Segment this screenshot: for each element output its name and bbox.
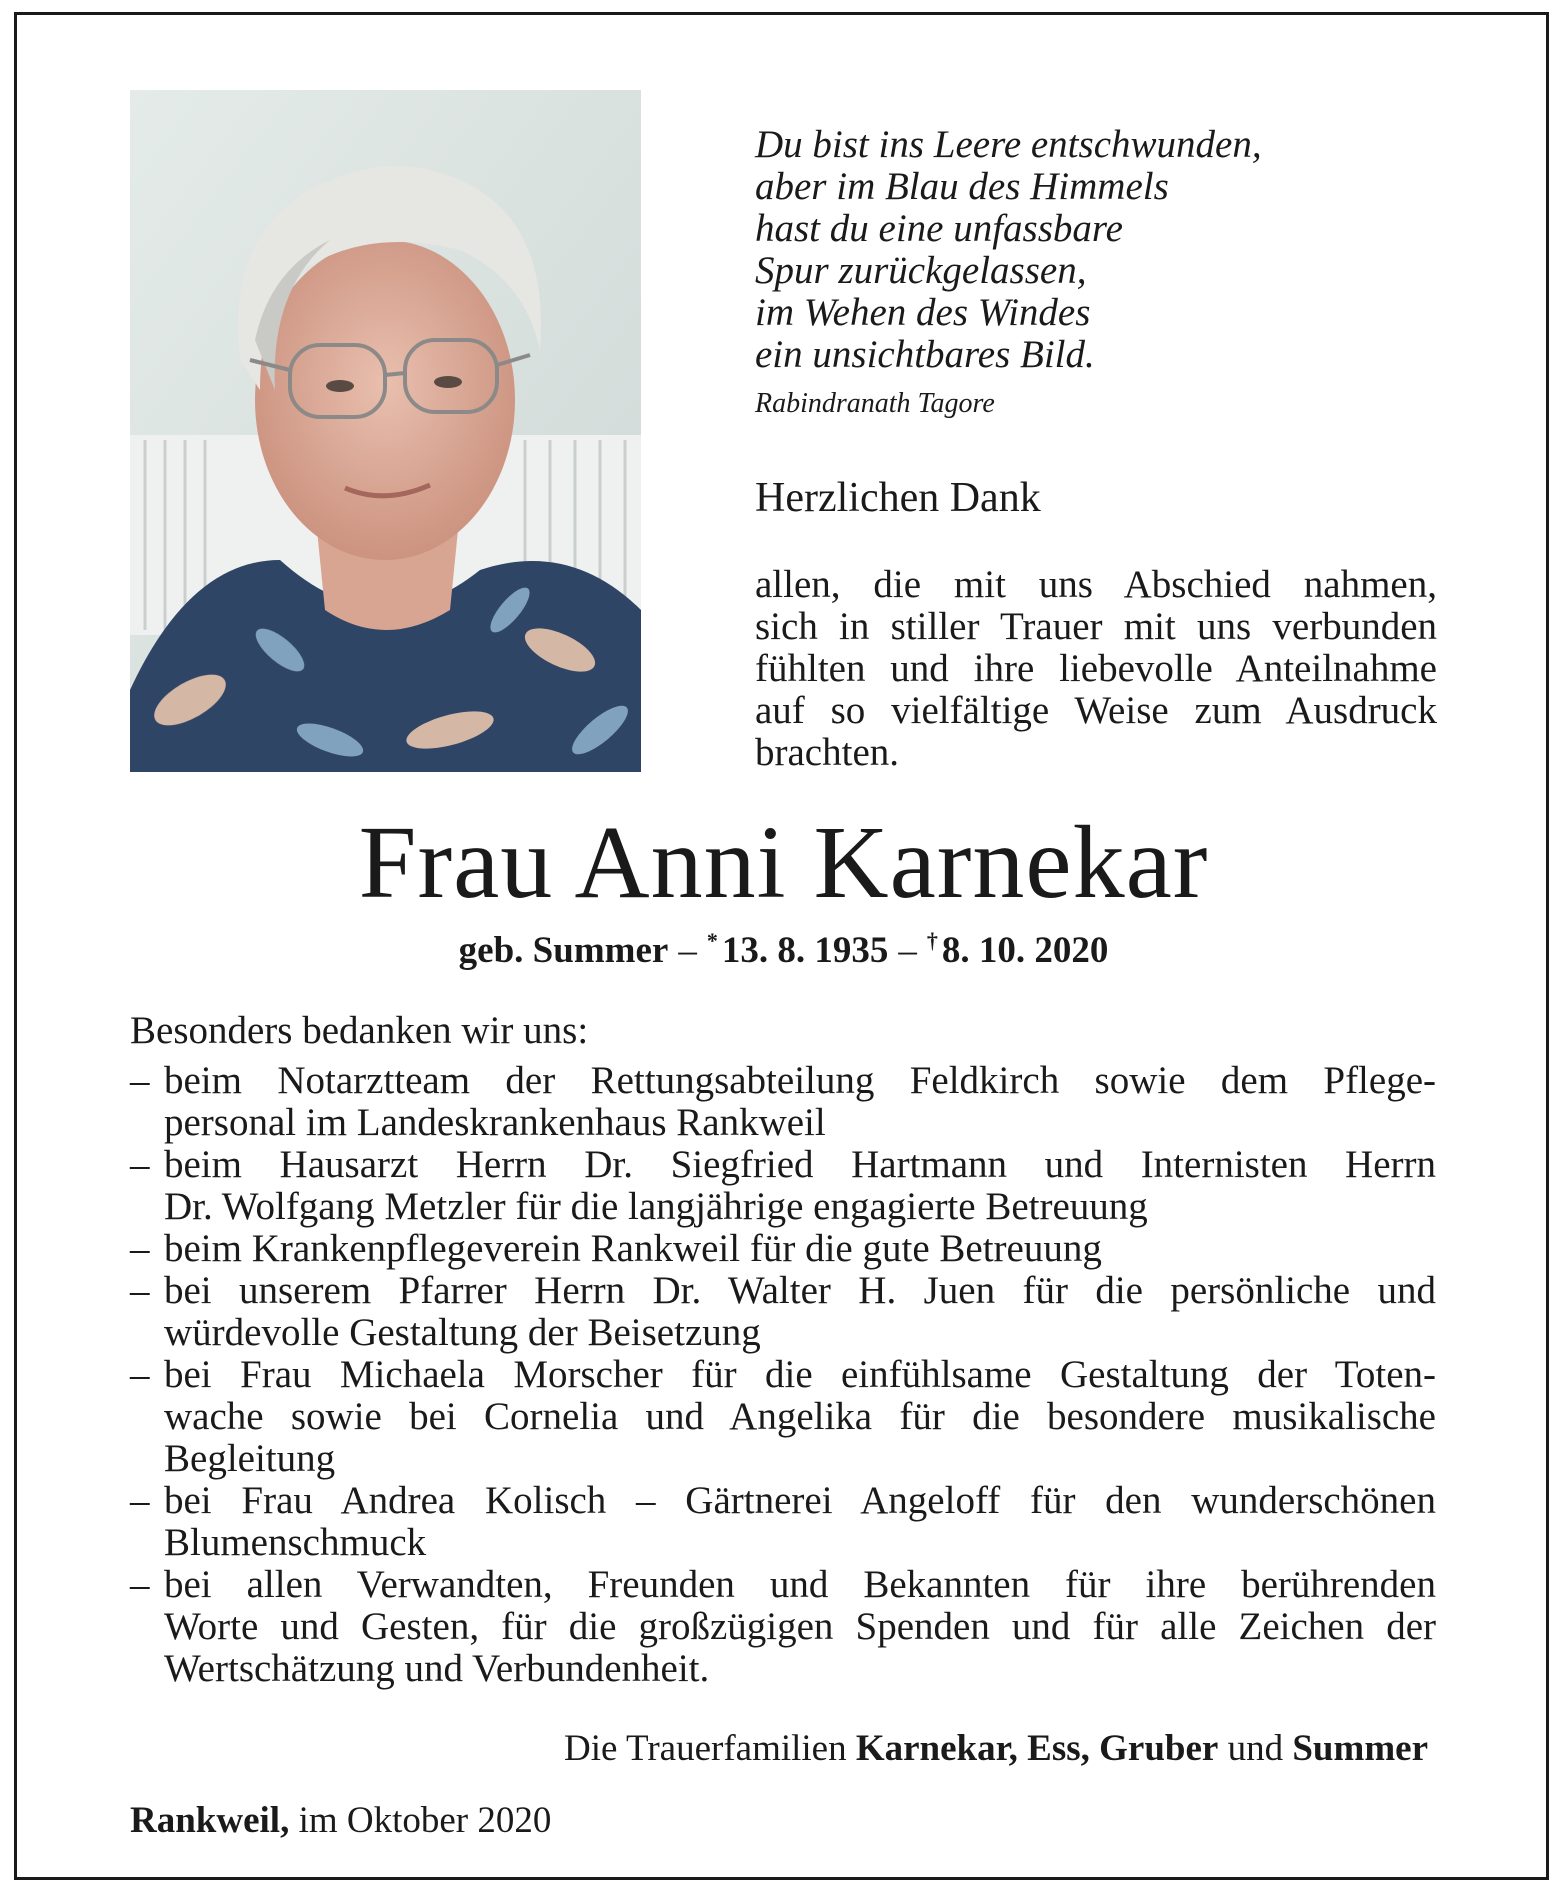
- list-item-line: Begleitung: [164, 1437, 336, 1480]
- death-symbol: †: [926, 928, 938, 953]
- life-dates: [0, 928, 1567, 972]
- portrait-photo: [130, 90, 641, 772]
- place-city: Rankweil,: [130, 1800, 290, 1841]
- poem-line: hast du eine unfassbare: [755, 207, 1123, 250]
- thanks-line: sich in stiller Trauer mit uns verbunden: [755, 605, 1437, 648]
- signature-last-family: Summer: [1292, 1728, 1428, 1769]
- list-item-line: würdevolle Gestaltung der Beisetzung: [164, 1311, 761, 1354]
- list-dash: –: [130, 1143, 150, 1186]
- poem-line: aber im Blau des Himmels: [755, 165, 1169, 208]
- separator: –: [678, 930, 697, 971]
- list-item-line: Wertschätzung und Verbundenheit.: [164, 1647, 710, 1690]
- list-item: [130, 1270, 1436, 1354]
- list-dash: –: [130, 1227, 150, 1270]
- list-item-line: personal im Landeskrankenhaus Rankweil: [164, 1101, 826, 1144]
- acknowledgements-intro: Besonders bedanken wir uns:: [130, 1009, 589, 1052]
- list-item-line: bei Frau Michaela Morscher für die einfühlsame Gestaltung der Toten-: [164, 1353, 1436, 1396]
- poem-line: ein unsichtbares Bild.: [755, 333, 1095, 376]
- thanks-line: allen, die mit uns Abschied nahmen,: [755, 563, 1437, 606]
- list-dash: –: [130, 1479, 150, 1522]
- list-item-line: Blumenschmuck: [164, 1521, 427, 1564]
- list-item: [130, 1228, 1436, 1270]
- list-dash: –: [130, 1269, 150, 1312]
- signature-conjunction: und: [1227, 1728, 1284, 1769]
- poem-author: Rabindranath Tagore: [755, 388, 995, 419]
- acknowledgements-list: [130, 1060, 1436, 1690]
- list-item-line: beim Notarztteam der Rettungsabteilung Feldkirch sowie dem Pflege-: [164, 1059, 1436, 1102]
- place-date-text: im Oktober 2020: [298, 1800, 552, 1841]
- poem: [755, 124, 1375, 376]
- list-item-line: beim Hausarzt Herrn Dr. Siegfried Hartmann und Internisten Herrn: [164, 1143, 1436, 1186]
- list-item-line: Dr. Wolfgang Metzler für die langjährige engagierte Betreuung: [164, 1185, 1148, 1228]
- thanks-line: auf so vielfältige Weise zum Ausdruck: [755, 689, 1437, 732]
- poem-line: Du bist ins Leere entschwunden,: [755, 123, 1262, 166]
- maiden-name: geb. Summer: [458, 930, 669, 971]
- thanks-line: fühlten und ihre liebevolle Anteilnahme: [755, 647, 1437, 690]
- list-item-line: Worte und Gesten, für die großzügigen Spenden und für alle Zeichen der: [164, 1605, 1436, 1648]
- poem-line: Spur zurückgelassen,: [755, 249, 1087, 292]
- list-item-line: beim Krankenpflegeverein Rankweil für die gute Betreuung: [164, 1227, 1102, 1270]
- deceased-name: Frau Anni Karnekar: [358, 805, 1209, 920]
- thanks-line: brachten.: [755, 731, 900, 774]
- list-item: [130, 1564, 1436, 1690]
- list-dash: –: [130, 1563, 150, 1606]
- signature-prefix: Die Trauerfamilien: [564, 1728, 847, 1769]
- thanks-text: [755, 564, 1437, 774]
- list-item-line: bei unserem Pfarrer Herrn Dr. Walter H. Juen für die persönliche und: [164, 1269, 1436, 1312]
- list-item-line: bei Frau Andrea Kolisch – Gärtnerei Angeloff für den wunderschönen: [164, 1479, 1436, 1522]
- list-item: [130, 1354, 1436, 1480]
- death-date: 8. 10. 2020: [941, 930, 1109, 971]
- list-dash: –: [130, 1353, 150, 1396]
- signature-families: Karnekar, Ess, Gruber: [855, 1728, 1219, 1769]
- poem-line: im Wehen des Windes: [755, 291, 1091, 334]
- place-date: [130, 1799, 551, 1842]
- signature: [0, 1727, 1428, 1770]
- list-item: [130, 1060, 1436, 1144]
- thanks-heading: Herzlichen Dank: [755, 475, 1041, 521]
- separator: –: [898, 930, 917, 971]
- birth-symbol: *: [706, 928, 718, 953]
- list-dash: –: [130, 1059, 150, 1102]
- birth-date: 13. 8. 1935: [721, 930, 889, 971]
- list-item: [130, 1480, 1436, 1564]
- list-item-line: bei allen Verwandten, Freunden und Bekannten für ihre berührenden: [164, 1563, 1436, 1606]
- list-item-line: wache sowie bei Cornelia und Angelika für die besondere musikalische: [164, 1395, 1436, 1438]
- list-item: [130, 1144, 1436, 1228]
